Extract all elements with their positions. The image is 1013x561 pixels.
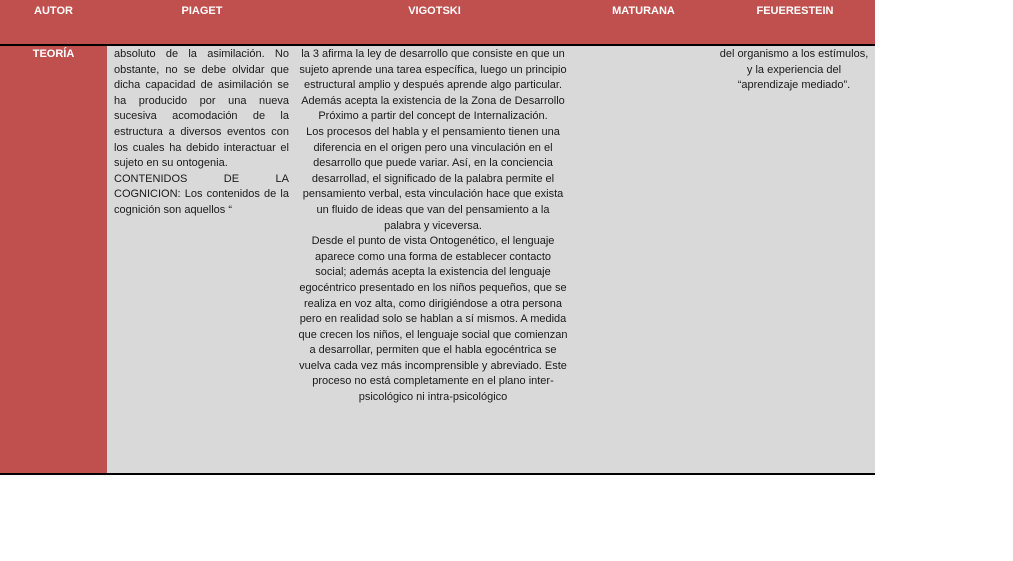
row-label-cell [0, 46, 107, 473]
vigotski-paragraph: Además acepta la existencia de la Zona de Desarrollo Próximo a partir del concept de Internalización. [301, 94, 565, 123]
header-maturana: MATURANA [612, 5, 675, 17]
vigotski-paragraph: Los procesos del habla y el pensamiento tienen una diferencia en el origen pero una vinculación en el desarrollo que puede variar. Así, en la conciencia desarrollad, el significado de la palabra permite el pensamiento verbal, esta vinculación hace que exista un fluido de ideas que van del pensamiento a la palabra y viceversa. [302, 125, 564, 232]
table-header-row [0, 0, 875, 44]
header-autor: AUTOR [34, 5, 73, 17]
cell-piaget-teoria [114, 47, 289, 219]
header-feuerestein: FEUERESTEIN [756, 5, 834, 17]
cell-vigotski-teoria [298, 47, 568, 406]
piaget-paragraph: absoluto de la asimilación. No obstante, no se debe olvidar que dicha capacidad de asimilación se ha producido por una nueva sucesiva acomodación de la estructura a diversos eventos con los cuales ha debido interactuar el sujeto en su ontogenia. [114, 48, 289, 170]
header-vigotski: VIGOTSKI [408, 5, 461, 17]
vigotski-paragraph: la 3 afirma la ley de desarrollo que consiste en que un sujeto aprende una tarea específica, luego un principio estructural amplio y después aprende algo particular. [299, 48, 567, 92]
piaget-paragraph: CONTENIDOS DE LA COGNICION: Los contenidos de la cognición son aquellos “ [114, 172, 289, 216]
table-bottom-border [0, 473, 875, 475]
cell-feuerestein-teoria: del organismo a los estímulos, y la experiencia del “aprendizaje mediado”. [719, 48, 869, 92]
row-label-teoria: TEORÍA [32, 48, 75, 60]
vigotski-paragraph: Desde el punto de vista Ontogenético, el lenguaje aparece como una forma de establecer contacto social; además acepta la existencia del lenguaje egocéntrico presentado en los niños pequeños, que se realiza en voz alta, como dirigiéndose a otra persona pero en realidad solo se hablan a sí mismos. A medida que crecen los niños, el lenguaje social que comienzan a desarrollar, permiten que el habla egocéntrica se vuelva cada vez más incomprensible y abreviado. Este proceso no está completamente en el plano inter-psicológico ni intra-psicológico [298, 235, 568, 404]
header-piaget: PIAGET [181, 5, 223, 17]
